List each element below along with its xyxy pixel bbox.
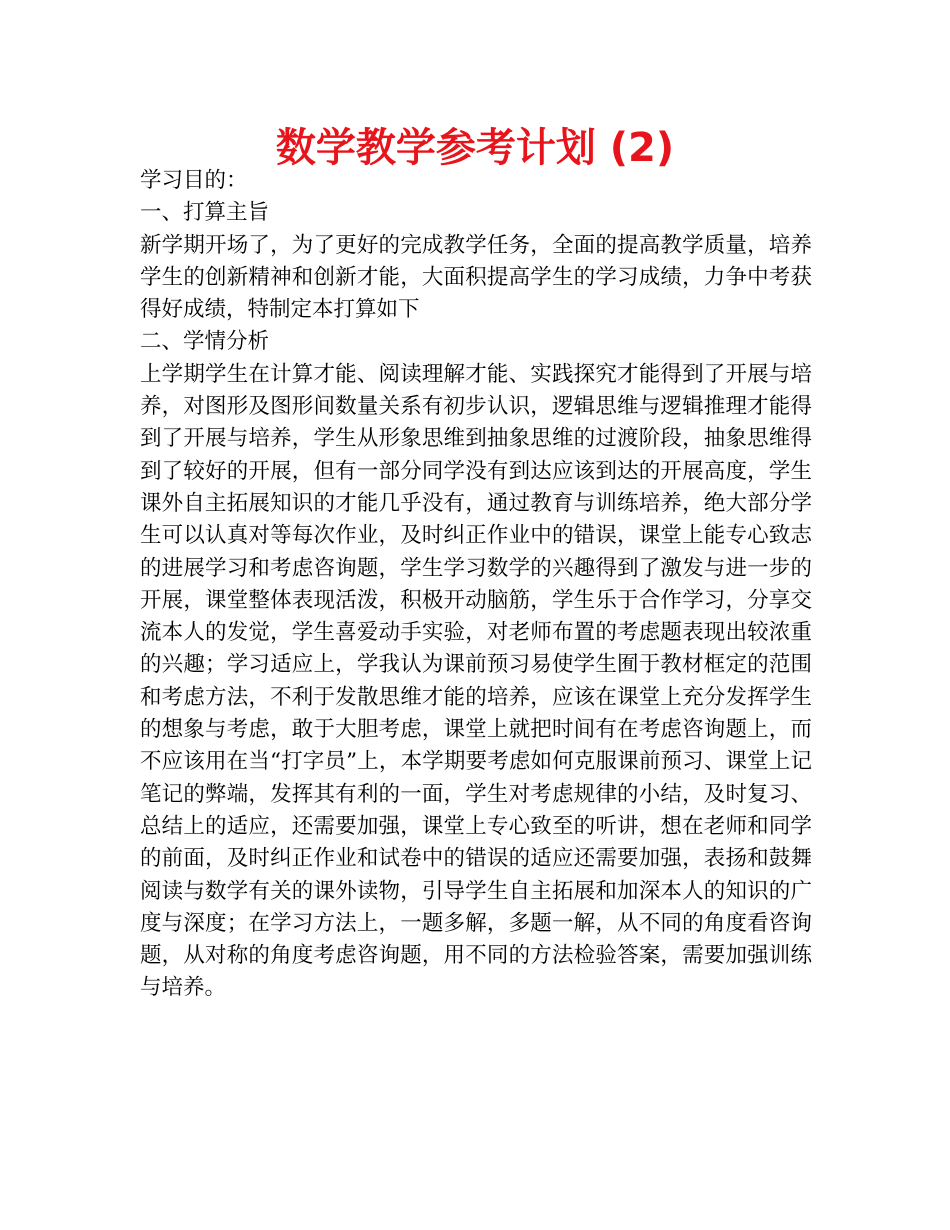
section-heading-learning-analysis: 二、学情分析 <box>140 329 270 355</box>
section-body-learning-analysis: 上学期学生在计算才能、阅读理解才能、实践探究才能得到了开展与培养，对图形及图形间数量关系有初步认识，逻辑思维与逻辑推理才能得到了开展与培养，学生从形象思维到抽象思维的过渡阶段，抽象思维得到了较好的开展，但有一部分同学没有到达应该到达的开展高度，学生课外自主拓展知识的才能几乎没有，通过教育与训练培养，绝大部分学生可以认真对等每次作业，及时纠正作业中的错误，课堂上能专心致志的进展学习和考虑咨询题，学生学习数学的兴趣得到了激发与进一步的开展，课堂整体表现活泼，积极开动脑筋，学生乐于合作学习，分享交流本人的发觉，学生喜爱动手实验，对老师布置的考虑题表现出较浓重的兴趣；学习适应上，学我认为课前预习易使学生囿于教材框定的范围和考虑方法，不利于发散思维才能的培养，应该在课堂上充分发挥学生的想象与考虑，敢于大胆考虑，课堂上就把时间有在考虑咨询题上，而不应该用在当“打字员”上，本学期要考虑如何克服课前预习、课堂上记笔记的弊端，发挥其有利的一面，学生对考虑规律的小结，及时复习、总结上的适应，还需要加强，课堂上专心致至的听讲，想在老师和同学的前面，及时纠正作业和试卷中的错误的适应还需要加强，表扬和鼓舞阅读与数学有关的课外读物，引导学生自主拓展和加深本人的知识的广度与深度；在学习方法上，一题多解，多题一解，从不同的角度看咨询题，从对称的角度考虑咨询题，用不同的方法检验答案，需要加强训练与培养。 <box>140 361 812 1001</box>
document-body <box>140 165 812 1005</box>
document-title: 数学教学参考计划 (2) <box>275 125 675 171</box>
section-body-plan-purpose: 新学期开场了，为了更好的完成教学任务，全面的提高教学质量，培养学生的创新精神和创新才能，大面积提高学生的学习成绩，力争中考获得好成绩，特制定本打算如下 <box>140 232 812 323</box>
learning-goal-label: 学习目的： <box>140 168 248 193</box>
section-heading-plan-purpose: 一、打算主旨 <box>140 200 270 226</box>
